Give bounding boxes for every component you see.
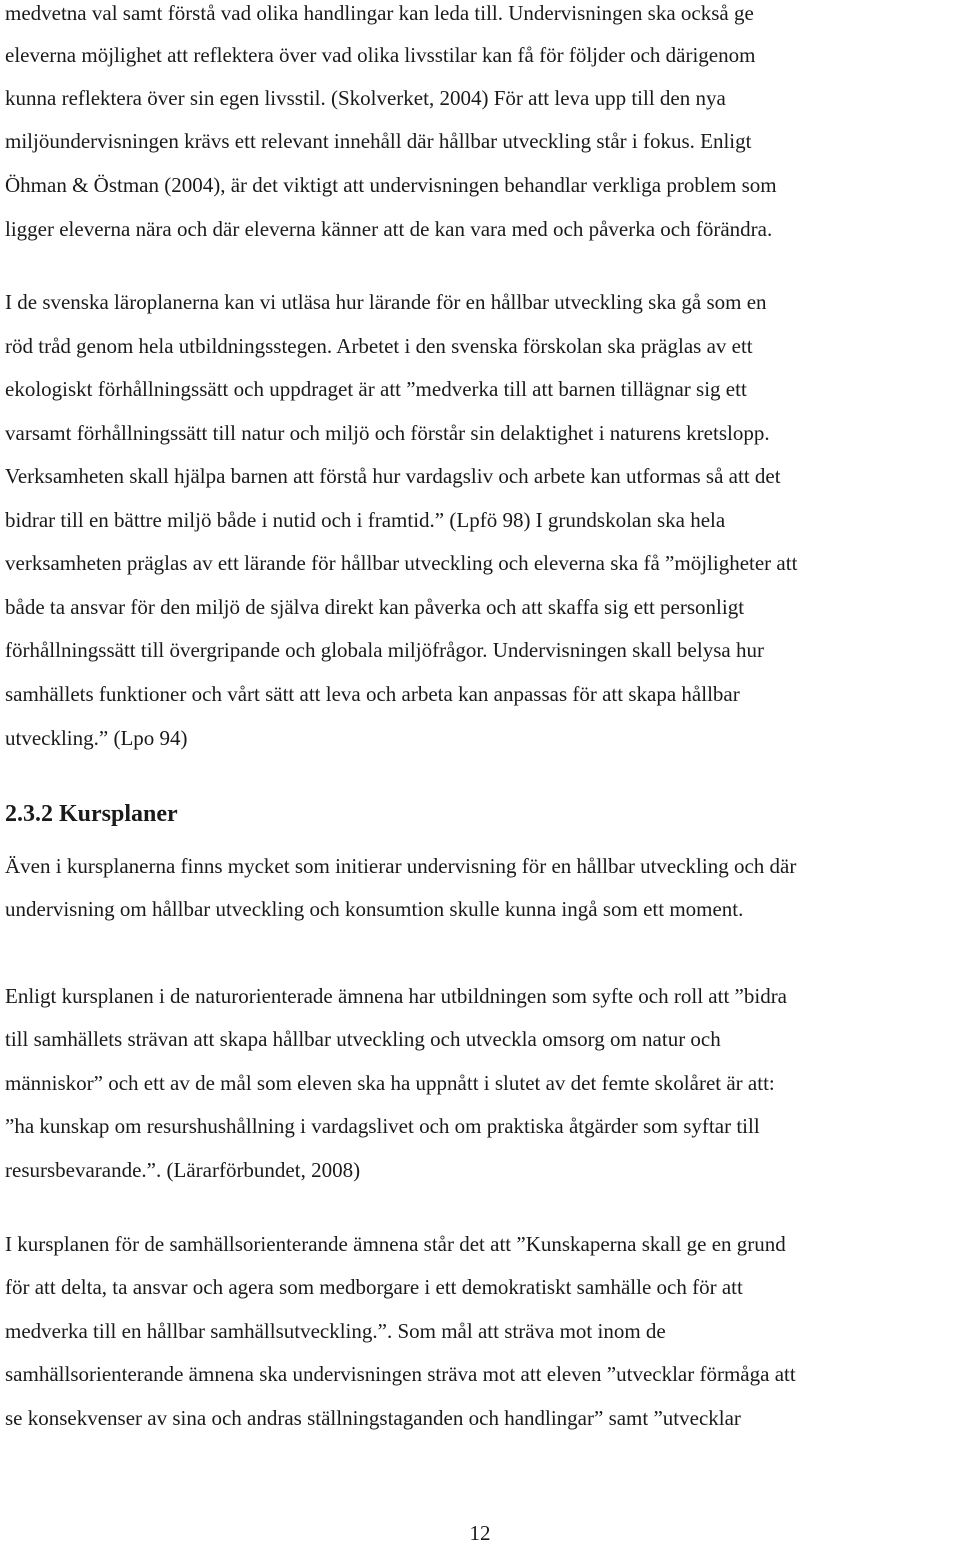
- text-line: I kursplanen för de samhällsorienterande ämnena står det att ”Kunskaperna skall ge en grund: [5, 1232, 786, 1256]
- text-line: till samhällets strävan att skapa hållbar utveckling och utveckla omsorg om natur och: [5, 1027, 721, 1051]
- text-line: ekologiskt förhållningssätt och uppdraget är att ”medverka till att barnen tillägnar sig ett: [5, 377, 747, 401]
- text-line: kunna reflektera över sin egen livsstil. (Skolverket, 2004) För att leva upp till den nya: [5, 86, 726, 110]
- text-line: ligger eleverna nära och där eleverna känner att de kan vara med och påverka och förändra.: [5, 217, 773, 241]
- text-line: Enligt kursplanen i de naturorienterade ämnena har utbildningen som syfte och roll att ”bidra: [5, 984, 788, 1008]
- text-line: Även i kursplanerna finns mycket som initierar undervisning för en hållbar utveckling och där: [5, 854, 797, 878]
- text-line: se konsekvenser av sina och andras ställningstaganden och handlingar” samt ”utvecklar: [5, 1406, 741, 1430]
- text-line: bidrar till en bättre miljö både i nutid och i framtid.” (Lpfö 98) I grundskolan ska hela: [5, 508, 726, 532]
- text-line: utveckling.” (Lpo 94): [5, 726, 188, 750]
- section-heading: 2.3.2 Kursplaner: [5, 801, 178, 827]
- text-line: förhållningssätt till övergripande och globala miljöfrågor. Undervisningen skall belysa hur: [5, 638, 764, 662]
- text-line: röd tråd genom hela utbildningsstegen. Arbetet i den svenska förskolan ska präglas av ett: [5, 334, 753, 358]
- page-number: 12: [469, 1521, 491, 1545]
- text-line: verksamheten präglas av ett lärande för hållbar utveckling och eleverna ska få ”möjligheter att: [5, 551, 798, 575]
- text-line: samhällsorienterande ämnena ska undervisningen sträva mot att eleven ”utvecklar förmåga att: [5, 1362, 796, 1386]
- text-line: medvetna val samt förstå vad olika handlingar kan leda till. Undervisningen ska också ge: [5, 1, 754, 25]
- text-line: Öhman & Östman (2004), är det viktigt att undervisningen behandlar verkliga problem som: [5, 173, 777, 197]
- text-line: människor” och ett av de mål som eleven ska ha uppnått i slutet av det femte skolåret är att:: [5, 1071, 775, 1095]
- text-line: varsamt förhållningssätt till natur och miljö och förstår sin delaktighet i naturens kretslopp.: [5, 421, 770, 445]
- text-line: eleverna möjlighet att reflektera över vad olika livsstilar kan få för följder och därigenom: [5, 43, 756, 67]
- text-line: miljöundervisningen krävs ett relevant innehåll där hållbar utveckling står i fokus. Enligt: [5, 129, 752, 153]
- text-line: medverka till en hållbar samhällsutveckling.”. Som mål att sträva mot inom de: [5, 1319, 666, 1343]
- text-line: undervisning om hållbar utveckling och konsumtion skulle kunna ingå som ett moment.: [5, 897, 744, 921]
- text-line: samhällets funktioner och vårt sätt att leva och arbeta kan anpassas för att skapa hållbar: [5, 682, 740, 706]
- text-line: ”ha kunskap om resurshushållning i vardagslivet och om praktiska åtgärder som syftar till: [5, 1114, 760, 1138]
- text-line: för att delta, ta ansvar och agera som medborgare i ett demokratiskt samhälle och för att: [5, 1275, 743, 1299]
- text-line: Verksamheten skall hjälpa barnen att förstå hur vardagsliv och arbete kan utformas så att det: [5, 464, 781, 488]
- text-line: resursbevarande.”. (Lärarförbundet, 2008): [5, 1158, 361, 1182]
- text-line: både ta ansvar för den miljö de själva direkt kan påverka och att skaffa sig ett personligt: [5, 595, 745, 619]
- text-line: I de svenska läroplanerna kan vi utläsa hur lärande för en hållbar utveckling ska gå som en: [5, 290, 767, 314]
